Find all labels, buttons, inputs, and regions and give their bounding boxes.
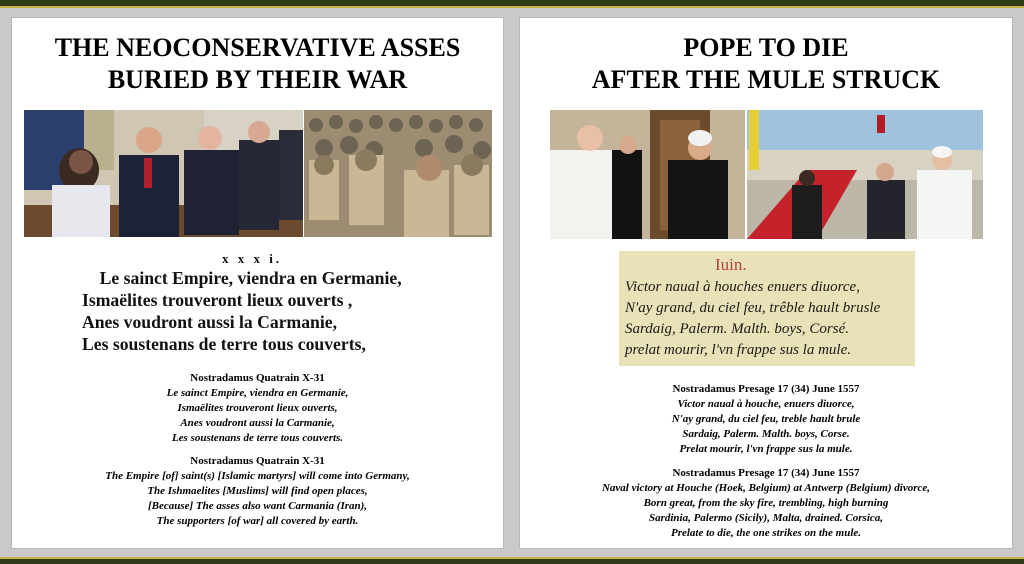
quatrain-line: The supporters [of war] all covered by earth. [156, 515, 359, 527]
pope-meeting-photo [550, 110, 745, 239]
presage-line: Sardinia, Palermo (Sicily), Malta, drained. Corsica, [648, 512, 884, 524]
right-title-line-1: POPE TO DIE [683, 33, 849, 62]
scan-line-3: Sardaig, Palerm. Malth. boys, Corsé. [625, 321, 850, 337]
soldiers-photo [304, 110, 492, 237]
quatrain-title: Nostradamus Quatrain X-31 [190, 455, 325, 467]
scan-header: Iuin. [715, 255, 747, 274]
quatrain-line: Anes voudront aussi la Carmanie, [180, 417, 335, 429]
presage-line: Born great, from the sky fire, trembling, high burning [643, 497, 889, 509]
quatrain-line: [Because] The asses also want Carmania (Iran), [147, 500, 368, 512]
quatrain-scan-image [82, 251, 432, 361]
scan-line-3: Anes voudront aussi la Carmanie, [82, 312, 337, 332]
cabinet-meeting-photo [24, 110, 303, 237]
bottom-border [0, 557, 1024, 564]
presage-line: Prelate to die, the one strikes on the mule. [670, 527, 862, 539]
scan-line-4: prelat mourir, l'vn frappe sus la mule. [625, 342, 851, 358]
scan-line-2: N'ay grand, du ciel feu, trêble hault brusle [625, 300, 881, 316]
quatrain-line: Le sainct Empire, viendra en Germanie, [166, 387, 349, 399]
presage-line: N'ay grand, du ciel feu, treble hault brule [671, 413, 861, 425]
presage-title: Nostradamus Presage 17 (34) June 1557 [672, 383, 860, 395]
quatrain-english-block [12, 454, 503, 529]
left-panel [11, 17, 504, 549]
top-border [0, 0, 1024, 8]
scan-line-1: Le sainct Empire, viendra en Germanie, [99, 268, 402, 288]
presage-line: Naval victory at Houche (Hoek, Belgium) at Antwerp (Belgium) divorce, [601, 482, 931, 494]
quatrain-line: The Ishmaelites [Muslims] will find open places, [147, 485, 368, 497]
quatrain-line: Les soustenans de terre tous couverts. [171, 432, 344, 444]
right-title-line-2: AFTER THE MULE STRUCK [591, 65, 941, 94]
quatrain-title: Nostradamus Quatrain X-31 [190, 372, 325, 384]
scan-line-1: Victor naual à houches enuers diuorce, [625, 279, 860, 295]
scan-line-2: Ismaëlites trouveront lieux ouverts , [82, 290, 353, 310]
pope-arrival-photo [747, 110, 983, 239]
scan-header: x x x i. [221, 251, 283, 266]
presage-french-block [520, 382, 1012, 457]
quatrain-french-block [12, 371, 503, 446]
presage-line: Sardaig, Palerm. Malth. boys, Corse. [682, 428, 850, 440]
left-title-line-1: THE NEOCONSERVATIVE ASSES [54, 33, 461, 62]
right-panel [519, 17, 1013, 549]
right-title [520, 32, 1012, 96]
presage-line: Prelat mourir, l'vn frappe sus la mule. [679, 443, 853, 455]
presage-title: Nostradamus Presage 17 (34) June 1557 [672, 467, 860, 479]
quatrain-line: The Empire [of] saint(s) [Islamic martyrs] will come into Germany, [105, 470, 410, 482]
left-title [12, 32, 503, 96]
presage-line: Victor naual à houche, enuers diuorce, [677, 398, 855, 410]
quatrain-line: Ismaëlites trouveront lieux ouverts, [177, 402, 338, 414]
presage-english-block [520, 466, 1012, 541]
left-title-line-2: BURIED BY THEIR WAR [107, 65, 408, 94]
scan-line-4: Les soustenans de terre tous couverts, [82, 334, 366, 354]
presage-scan-image [619, 251, 915, 366]
